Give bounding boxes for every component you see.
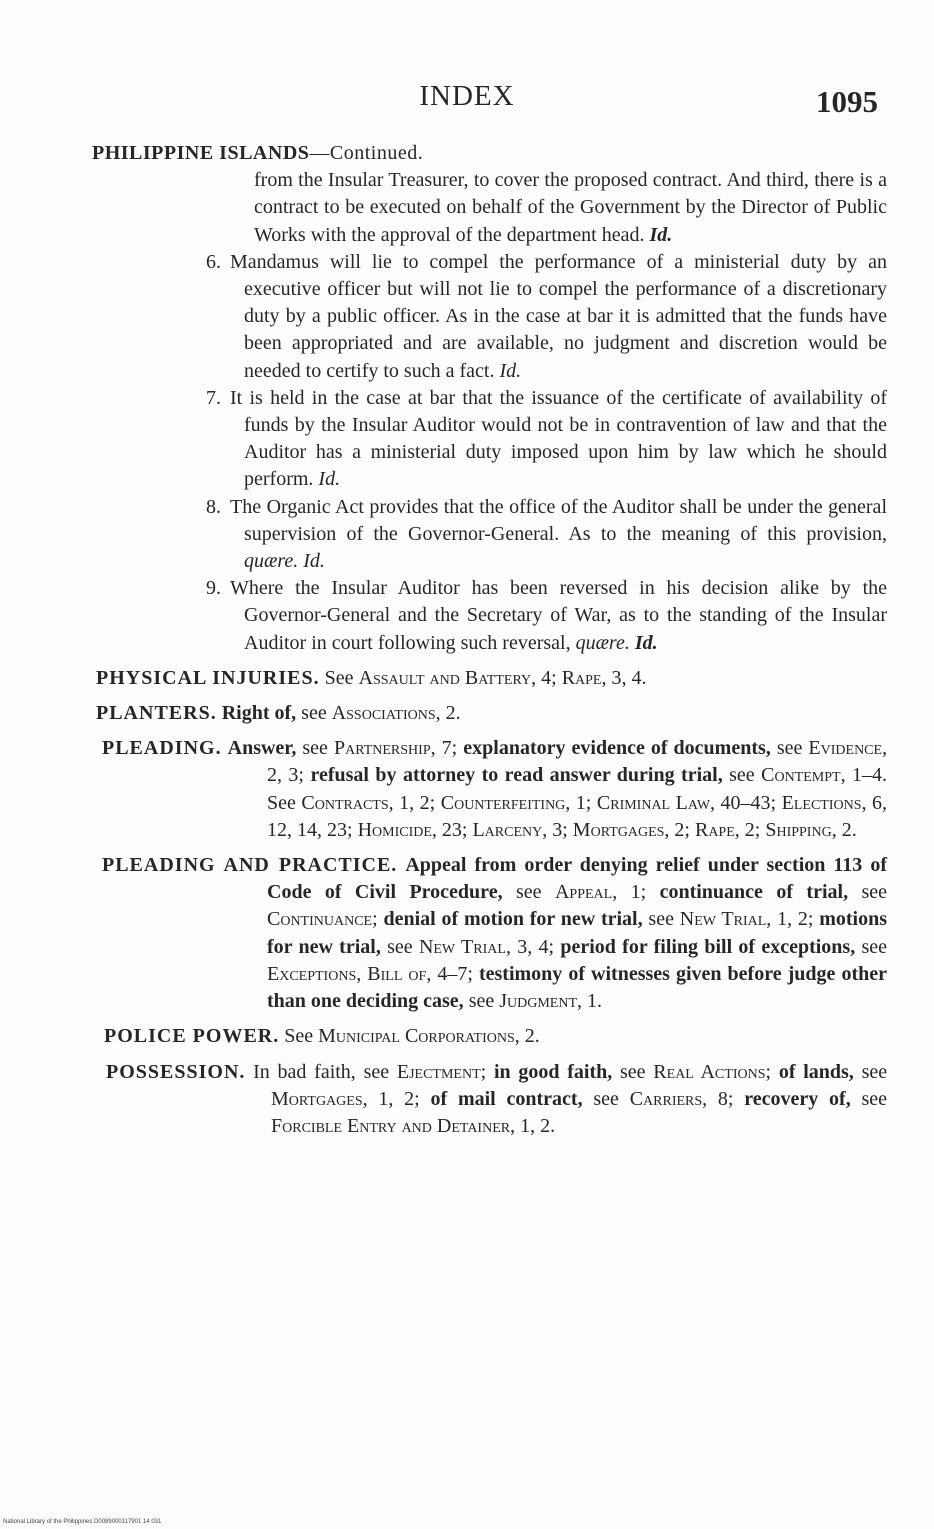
id-citation: Id. — [499, 359, 522, 382]
ref-number: , 4–7; — [426, 962, 473, 985]
ref-number: , 3, 4. — [601, 666, 647, 689]
ref-number: , 7; — [430, 737, 458, 760]
subheading: Appeal from order denying relief under section 113 of Code of Civil Procedure, — [267, 854, 887, 904]
paragraph-text: from the Insular Treasurer, to cover the proposed contract. And third, there is a contract to be executed on behalf of the Government by the Director of Public Works with the approval of the department head. — [254, 169, 887, 246]
cross-ref: Continuance — [267, 908, 373, 931]
quaere: quære. — [244, 550, 299, 573]
scan-footer: National Library of the Philippines D0089000117901 14 031 — [3, 1519, 162, 1525]
subheading: in good faith, — [493, 1060, 613, 1083]
continuation-headword: PHILIPPINE ISLANDS — [92, 142, 310, 164]
ref-number: ; — [765, 1060, 772, 1083]
quaere: quære. — [575, 631, 630, 654]
numbered-item — [92, 494, 887, 576]
subheading: of lands, — [778, 1060, 854, 1083]
headword: PLANTERS. — [96, 702, 217, 725]
cross-ref: Rape — [561, 666, 602, 689]
ref-number: , 1, 2; — [388, 791, 436, 814]
index-entry-pleading — [102, 735, 887, 844]
id-citation: Id. — [634, 631, 658, 654]
cross-ref: Exceptions, Bill of — [267, 962, 427, 985]
cross-ref: Rape — [694, 818, 735, 841]
subheading: refusal by attorney to read answer during trial, — [310, 764, 723, 787]
see-label: see — [861, 881, 888, 904]
see-label: see — [776, 737, 803, 760]
continuation-heading — [92, 140, 887, 167]
subheading: explanatory evidence of documents, — [463, 737, 771, 760]
see-label: see — [861, 935, 888, 958]
headword: PLEADING AND PRACTICE. — [102, 854, 398, 877]
numbered-item — [92, 385, 887, 494]
see-label: see — [516, 881, 542, 904]
numbered-item — [92, 249, 887, 385]
subheading: period for filing bill of exceptions, — [560, 935, 856, 958]
cross-ref: Shipping — [765, 818, 832, 841]
id-citation: Id. — [649, 223, 673, 246]
index-entry-physical-injuries — [96, 665, 887, 692]
cross-ref: Larceny — [472, 818, 543, 841]
ref-number: , 1; — [565, 791, 592, 814]
subheading: testimony of witnesses given before judge other than one deciding case, — [267, 962, 888, 1013]
subheading: denial of motion for new trial, — [383, 908, 643, 931]
subheading: motions for new trial, — [267, 908, 888, 958]
ref-number: , 1–4. — [840, 764, 888, 787]
cross-ref: Associations — [331, 702, 436, 725]
ref-number: , 1, 2. — [510, 1114, 556, 1137]
ref-number: , 2. — [831, 818, 857, 841]
cross-ref: Ejectment — [396, 1060, 481, 1083]
index-entry-pleading-and-practice — [102, 852, 887, 1015]
item-number: 9. — [206, 577, 221, 600]
see-label: see — [593, 1087, 619, 1110]
ref-number: , 2. — [514, 1025, 540, 1048]
see-label: see — [468, 990, 495, 1013]
item-text: It is held in the case at bar that the issuance of the certificate of availability of funds by the Insular Auditor would not be in contravention of law and that the Auditor has a ministerial duty imposed upon him by law which he should perform. — [230, 386, 887, 491]
page-title: INDEX — [419, 80, 515, 112]
index-entry-planters — [96, 700, 887, 727]
cross-ref: Appeal — [554, 881, 613, 904]
cross-ref: Municipal Corporations — [318, 1025, 515, 1048]
see-label: See — [324, 666, 354, 689]
see-label: See — [267, 791, 296, 814]
ref-number: , 4; — [531, 666, 557, 689]
ref-number: , 6, 12, 14, 23; — [267, 791, 888, 841]
numbered-item — [92, 575, 887, 657]
see-label: see — [363, 1060, 390, 1083]
item-text: Mandamus will lie to compel the performance of a ministerial duty by an executive officer but will not lie to compel the performance of a discretionary duty by a public officer. As in the case at bar it is admitted that the funds have been appropriated and are available, no judgment and discretion would be needed to certify to such a fact. — [230, 250, 887, 382]
ref-number: , 3, 4; — [505, 935, 555, 958]
cross-ref: Contempt — [761, 764, 841, 787]
ref-number: , 8; — [702, 1087, 734, 1110]
cross-ref: Contracts — [301, 791, 389, 814]
see-label: see — [620, 1060, 646, 1083]
see-label: see — [861, 1060, 888, 1083]
cross-ref: Elections — [781, 791, 862, 814]
subheading: of mail contract, — [430, 1087, 583, 1110]
item-number: 6. — [206, 250, 221, 273]
subheading: In bad faith, — [253, 1060, 356, 1083]
see-label: see — [387, 935, 413, 958]
see-label: see — [729, 764, 755, 787]
ref-number: , 1, 2; — [766, 908, 814, 931]
see-label: See — [284, 1025, 314, 1048]
ref-number: , 2, 3; — [267, 737, 888, 787]
cross-ref: Mortgages — [271, 1087, 363, 1110]
item-number: 8. — [206, 495, 221, 518]
ref-number: ; — [372, 908, 378, 931]
continued-note: —Continued. — [309, 142, 424, 164]
ref-number: , 2; — [664, 818, 690, 841]
cross-ref: Forcible Entry and Detainer — [271, 1114, 511, 1137]
id-citation: Id. — [318, 468, 341, 491]
item-text: The Organic Act provides that the office of the Auditor shall be under the general supervision of the Governor-General. As to the meaning of this provision, — [230, 495, 887, 545]
cross-ref: Homicide — [357, 818, 432, 841]
cross-ref: New Trial — [418, 935, 506, 958]
item-number: 7. — [206, 386, 221, 409]
cross-ref: Judgment — [499, 990, 578, 1013]
id-citation: Id. — [303, 550, 325, 573]
cross-ref: Evidence — [808, 737, 883, 760]
ref-number: ; — [480, 1060, 487, 1083]
subheading: Right of, — [221, 702, 297, 725]
subheading: Answer, — [227, 737, 297, 760]
cross-ref: Mortgages — [572, 818, 665, 841]
ref-number: , 1; — [612, 881, 647, 904]
headword: POSSESSION. — [106, 1060, 246, 1083]
subheading: recovery of, — [744, 1087, 851, 1110]
ref-number: , 23; — [431, 818, 468, 841]
ref-number: , 2. — [435, 702, 461, 725]
ref-number: , 1, 2; — [362, 1087, 420, 1110]
ref-number: , 40–43; — [710, 791, 777, 814]
item-text: Where the Insular Auditor has been reversed in his decision alike by the Governor-General and the Secretary of War, as to the standing of the Insular Auditor in court following such reversal, — [230, 577, 887, 654]
see-label: see — [861, 1087, 888, 1110]
ref-number: , 1. — [577, 990, 603, 1013]
cross-ref: New Trial — [679, 908, 767, 931]
headword: PLEADING. — [102, 737, 222, 760]
cross-ref: Criminal Law — [596, 791, 711, 814]
cross-ref: Assault and Battery — [358, 666, 532, 689]
page-number: 1095 — [816, 84, 878, 119]
see-label: see — [302, 737, 328, 760]
headword: PHYSICAL INJURIES. — [96, 666, 320, 689]
ref-number: , 3; — [542, 818, 568, 841]
cross-ref: Carriers — [629, 1087, 703, 1110]
index-body — [92, 140, 887, 1140]
subheading: continuance of trial, — [659, 881, 849, 904]
cross-ref: Real Actions — [653, 1060, 766, 1083]
ref-number: , 2; — [734, 818, 761, 841]
index-entry-possession — [106, 1059, 887, 1141]
cross-ref: Counterfeiting — [440, 791, 566, 814]
continued-paragraph — [254, 167, 887, 249]
see-label: see — [648, 908, 674, 931]
index-entry-police-power — [104, 1023, 887, 1050]
cross-ref: Partnership — [333, 737, 431, 760]
headword: POLICE POWER. — [104, 1025, 280, 1048]
see-label: see — [301, 702, 327, 725]
